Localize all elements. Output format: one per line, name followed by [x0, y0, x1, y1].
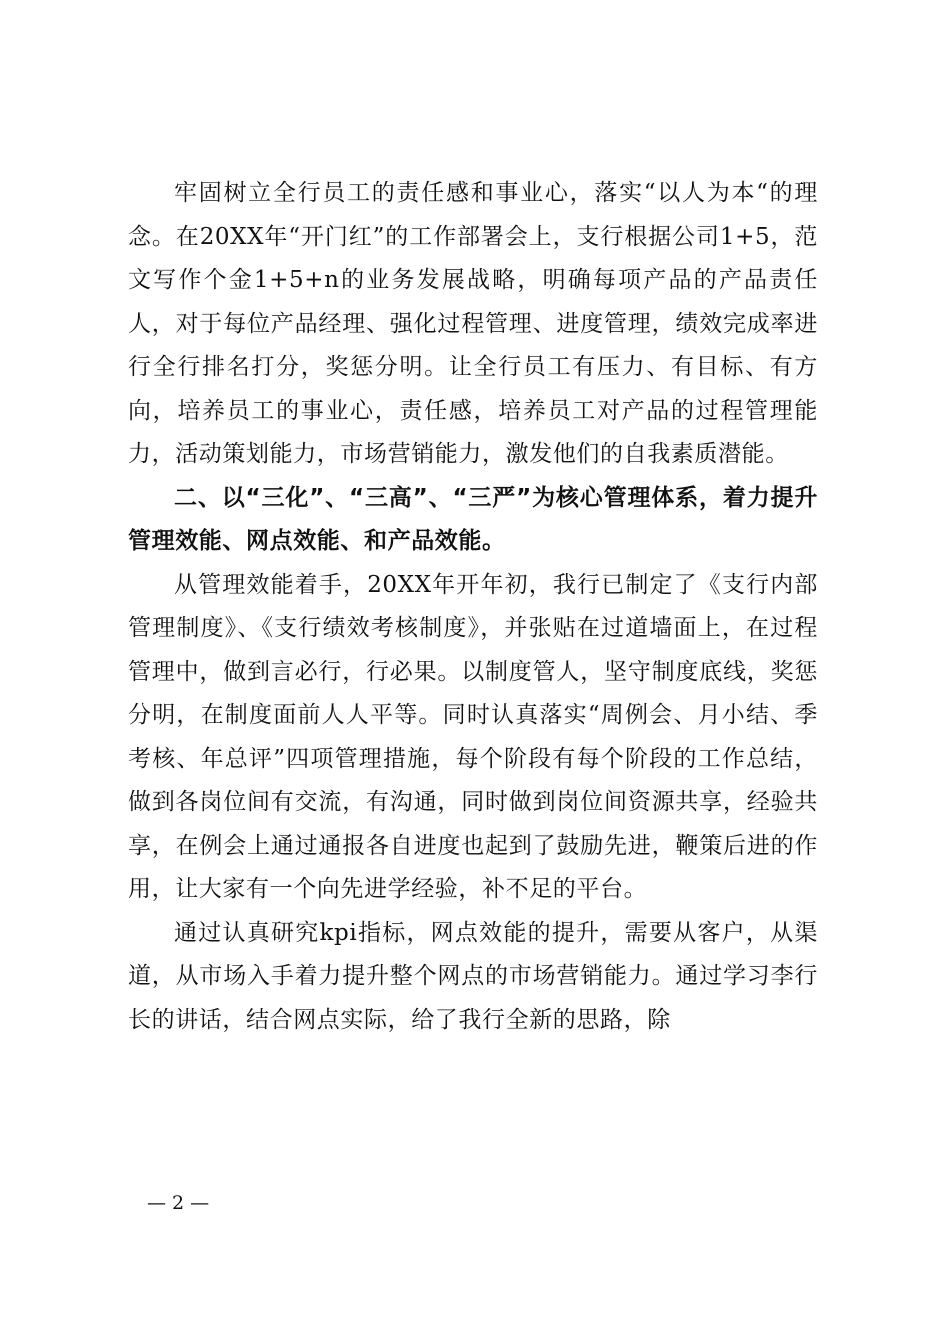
paragraph-management-efficiency: 从管理效能着手，20XX年开年初，我行已制定了《支行内部管理制度》、《支行绩效考核制度》，并张贴在过道墙面上，在过程管理中，做到言必行，行必果。以制度管人，坚守制度底线，奖惩分明，在制度面前人人平等。同时认真落实“周例会、月小结、季考核、年总评”四项管理措施，每个阶段有每个阶段的工作总结，做到各岗位间有交流，有沟通，同时做到岗位间资源共享，经验共享，在例会上通过通报各自进度也起到了鼓励先进，鞭策后进的作用，让大家有一个向先进学经验，补不足的平台。 [128, 571, 818, 902]
section-heading-management-system: 二、以“三化”、“三高”、“三严”为核心管理体系，着力提升管理效能、网点效能、和产品效能。 [128, 484, 818, 554]
paragraph-responsibility: 牢固树立全行员工的责任感和事业心，落实“以人为本“的理念。在20XX年“开门红”的工作部署会上，支行根据公司1+5，范文写作个金1+5+n的业务发展战略，明确每项产品的产品责任人，对于每位产品经理、强化过程管理、进度管理，绩效完成率进行全行排名打分，奖惩分明。让全行员工有压力、有目标、有方向，培养员工的事业心，责任感，培养员工对产品的过程管理能力，活动策划能力，市场营销能力，激发他们的自我素质潜能。 [128, 180, 818, 467]
paragraph-kpi-research: 通过认真研究kpi指标，网点效能的提升，需要从客户，从渠道，从市场入手着力提升整个网点的市场营销能力。通过学习李行长的讲话，结合网点实际，给了我行全新的思路，除 [128, 919, 818, 1033]
document-body [128, 172, 818, 1042]
page-number: — 2 — [147, 1192, 210, 1214]
